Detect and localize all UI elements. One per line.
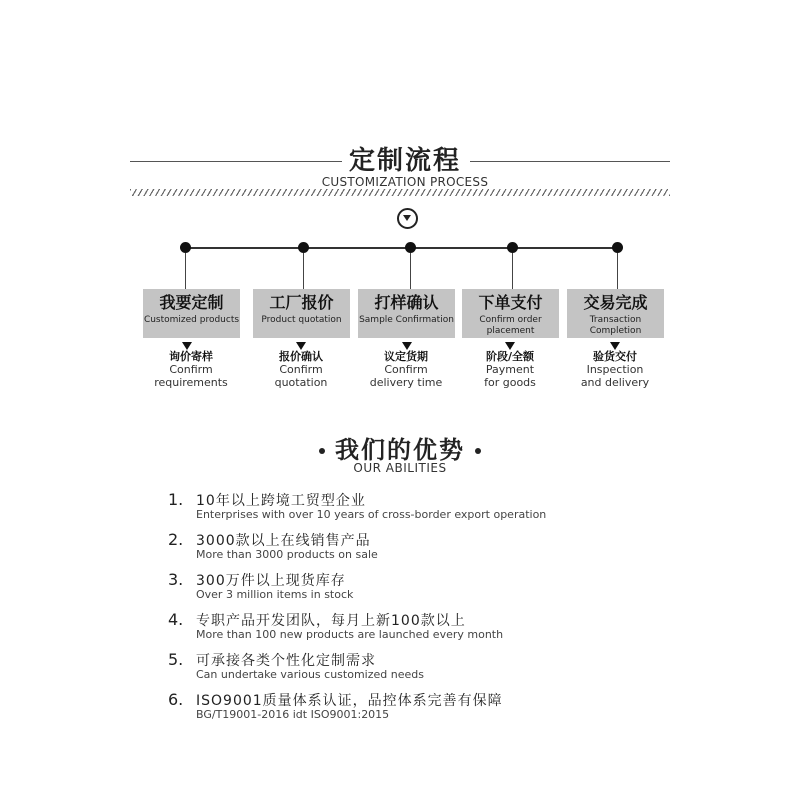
ability-number: 5.: [168, 650, 184, 669]
step-note-cn: 议定货期: [384, 350, 428, 363]
process-title: 定制流程: [348, 146, 461, 176]
step-note-en: for goods: [484, 376, 536, 389]
arrow-down-icon: [610, 342, 620, 350]
abilities-title-text: 我们的优势: [335, 436, 465, 464]
step-subtitle: Transaction Completion: [589, 315, 642, 336]
ability-text-cn: 可承接各类个性化定制需求: [196, 653, 376, 669]
ability-text-en: BG/T19001-2016 idt ISO9001:2015: [196, 708, 390, 721]
flow-branch-line: [303, 253, 304, 290]
flow-node-dot: [405, 242, 416, 253]
flow-node-dot: [612, 242, 623, 253]
ability-text-cn: 专职产品开发团队，每月上新100款以上: [196, 613, 466, 629]
step-note: [136, 350, 246, 389]
chevron-down-circle-icon: [397, 208, 418, 229]
flow-node-dot: [180, 242, 191, 253]
step-note-en: and delivery: [580, 376, 650, 389]
title-divider-right: [470, 161, 670, 162]
bullet-dot-icon: [475, 448, 481, 454]
step-title: 交易完成: [583, 293, 648, 312]
ability-number: 2.: [168, 530, 184, 549]
step-title: 打样确认: [374, 293, 439, 312]
ability-text-cn: 300万件以上现货库存: [196, 573, 346, 589]
ability-text-cn: 3000款以上在线销售产品: [196, 533, 371, 549]
step-title: 工厂报价: [269, 293, 334, 312]
arrow-down-icon: [505, 342, 515, 350]
title-divider-left: [130, 161, 342, 162]
ability-number: 1.: [168, 490, 184, 509]
arrow-down-icon: [296, 342, 306, 350]
ability-number: 3.: [168, 570, 184, 589]
step-confirm-order: [462, 289, 559, 338]
ability-number: 4.: [168, 610, 184, 629]
ability-text-cn: ISO9001质量体系认证，品控体系完善有保障: [196, 693, 503, 709]
step-note-cn: 询价寄样: [169, 350, 213, 363]
ability-number: 6.: [168, 690, 184, 709]
abilities-title: [250, 430, 550, 465]
flow-connector-line: [185, 247, 618, 249]
ability-text-en: Enterprises with over 10 years of cross-border export operation: [196, 508, 547, 521]
step-sample-confirmation: [358, 289, 455, 338]
flow-branch-line: [512, 253, 513, 290]
ability-text-en: More than 100 new products are launched every month: [196, 628, 504, 641]
step-note-cn: 阶段/全额: [485, 350, 535, 363]
flow-branch-line: [410, 253, 411, 290]
bullet-dot-icon: [319, 448, 325, 454]
step-title: 我要定制: [159, 293, 224, 312]
step-note: [560, 350, 670, 389]
step-note-en: Payment: [485, 363, 535, 376]
step-title: 下单支付: [478, 293, 543, 312]
step-note: [351, 350, 461, 389]
step-transaction-completion: [567, 289, 664, 338]
hatched-divider: [130, 189, 670, 196]
step-subtitle: Customized products: [143, 315, 240, 325]
process-subtitle: CUSTOMIZATION PROCESS: [321, 175, 489, 189]
flow-node-dot: [507, 242, 518, 253]
step-note-en: Inspection: [586, 363, 644, 376]
step-note: [246, 350, 356, 389]
ability-text-cn: 10年以上跨境工贸型企业: [196, 493, 366, 509]
step-note: [455, 350, 565, 389]
step-note-en: requirements: [154, 376, 228, 389]
arrow-down-icon: [182, 342, 192, 350]
arrow-down-icon: [402, 342, 412, 350]
abilities-subtitle: OUR ABILITIES: [353, 461, 447, 475]
step-note-en: quotation: [274, 376, 328, 389]
step-note-en: Confirm: [169, 363, 213, 376]
step-subtitle: Confirm order placement: [479, 315, 542, 336]
step-subtitle: Sample Confirmation: [359, 315, 454, 325]
ability-text-en: Over 3 million items in stock: [196, 588, 354, 601]
flow-branch-line: [185, 253, 186, 290]
step-note-en: Confirm: [384, 363, 428, 376]
step-note-cn: 报价确认: [279, 350, 323, 363]
flow-node-dot: [298, 242, 309, 253]
step-customized-products: [143, 289, 240, 338]
flow-branch-line: [617, 253, 618, 290]
step-subtitle: Product quotation: [261, 315, 342, 325]
step-note-en: Confirm: [279, 363, 323, 376]
ability-text-en: Can undertake various customized needs: [196, 668, 424, 681]
step-note-cn: 验货交付: [593, 350, 637, 363]
ability-text-en: More than 3000 products on sale: [196, 548, 378, 561]
step-product-quotation: [253, 289, 350, 338]
step-note-en: delivery time: [369, 376, 443, 389]
